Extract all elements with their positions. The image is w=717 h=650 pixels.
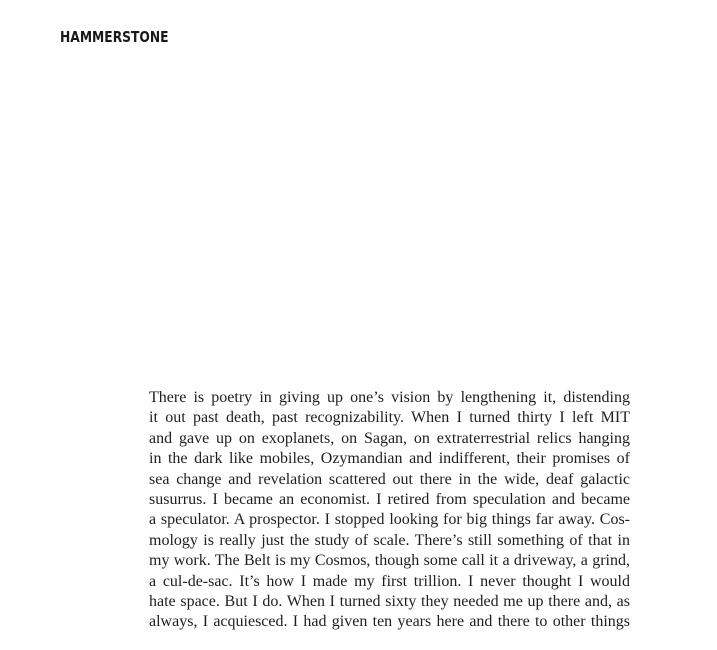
running-head: HAMMERSTONE <box>60 28 169 46</box>
text-line: mology is really just the study of scale. There’s still something of that in <box>149 531 630 549</box>
text-line: hate space. But I do. When I turned sixty they needed me up there and, as <box>149 593 630 611</box>
text-line: always, I acquiesced. I had given ten years here and there to other things <box>149 613 630 631</box>
text-line: a speculator. A prospector. I stopped looking for big things far away. Cos- <box>149 511 630 529</box>
body-text <box>149 388 639 633</box>
text-line: sea change and revelation scattered out there in the wide, deaf galactic <box>149 470 630 488</box>
text-line: my work. The Belt is my Cosmos, though some call it a driveway, a grind, <box>149 552 630 570</box>
text-line: There is poetry in giving up one’s vision by lengthening it, distending <box>149 389 630 406</box>
text-line: in the dark like mobiles, Ozymandian and indifferent, their promises of <box>149 450 630 468</box>
text-line: it out past death, past recognizability. When I turned thirty I left MIT <box>149 409 630 427</box>
text-line: and gave up on exoplanets, on Sagan, on extraterrestrial relics hanging <box>149 429 630 447</box>
text-line: a cul-de-sac. It’s how I made my first trillion. I never thought I would <box>149 572 630 590</box>
text-line: susurrus. I became an economist. I retired from speculation and became <box>149 491 630 509</box>
